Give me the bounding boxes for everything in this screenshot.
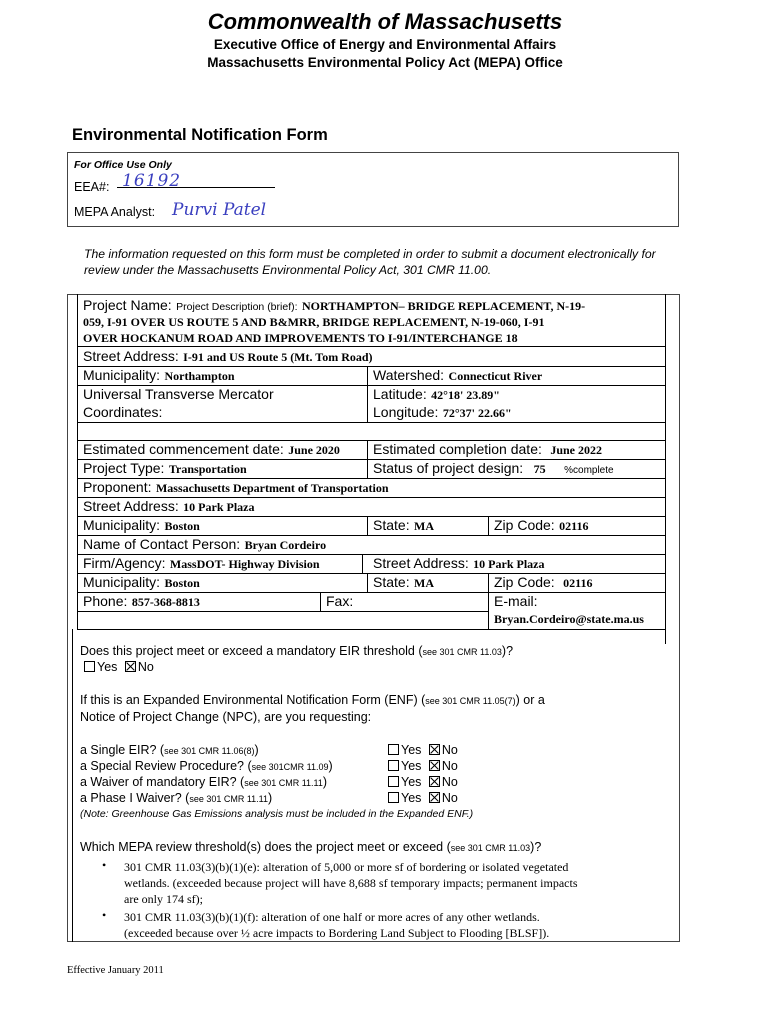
project-municipality-label: Municipality: (83, 367, 161, 383)
rule (367, 366, 368, 422)
contact-label: Name of Contact Person: (83, 536, 241, 552)
request-item-single-eir (80, 743, 259, 757)
q3-end: )? (530, 840, 542, 854)
q2-text: If this is an Expanded Environmental Notification Form (ENF) ( (80, 693, 426, 707)
q1-no-checkbox[interactable] (125, 661, 136, 672)
contact-municipality-row (83, 574, 200, 592)
proponent-municipality-label: Municipality: (83, 517, 161, 533)
single-eir-no-checkbox[interactable] (429, 744, 440, 755)
utm-label-2: Coordinates: (83, 404, 163, 420)
yes-label: Yes (401, 743, 422, 757)
item-end: ) (322, 775, 328, 789)
bullet-icon: • (102, 908, 107, 922)
analyst-label: MEPA Analyst: (74, 205, 156, 219)
proponent-street-value: 10 Park Plaza (183, 500, 255, 514)
firm-label: Firm/Agency: (83, 555, 166, 571)
single-eir-yes-checkbox[interactable] (388, 744, 399, 755)
project-type-row (83, 460, 247, 478)
project-street-row (83, 348, 373, 366)
footer-effective-date: Effective January 2011 (67, 965, 164, 976)
single-eir-answer (388, 743, 458, 757)
item-text: a Special Review Procedure? ( (80, 759, 252, 773)
contact-zip-row (494, 574, 593, 592)
item-end: ) (254, 743, 259, 757)
project-name-label: Project Name: (83, 297, 172, 313)
project-street-label: Street Address: (83, 348, 179, 364)
start-date-label: Estimated commencement date: (83, 441, 284, 457)
threshold-item-1-line3: are only 174 sf); (124, 892, 203, 906)
end-date-value: June 2022 (550, 443, 603, 457)
proponent-municipality-row (83, 517, 200, 535)
end-date-row (373, 441, 602, 459)
no-label: No (441, 759, 458, 773)
item-end: ) (268, 791, 273, 805)
special-review-answer (388, 759, 458, 773)
q1-end: )? (501, 644, 514, 658)
watershed-row (373, 367, 542, 385)
table-left-rule (77, 294, 78, 630)
contact-state-value: MA (414, 576, 435, 590)
phone-label: Phone: (83, 593, 128, 609)
rule (362, 554, 363, 573)
yes-label: Yes (401, 759, 422, 773)
eea-number: 16192 (122, 171, 182, 191)
contact-municipality-label: Municipality: (83, 574, 161, 590)
item-text: a Single EIR? ( (80, 743, 165, 757)
contact-state-label: State: (373, 574, 410, 590)
latitude-value: 42°18' 23.89" (431, 388, 500, 402)
design-status-suffix: %complete (564, 465, 614, 476)
no-label: No (441, 775, 458, 789)
project-municipality-value: Northampton (164, 369, 235, 383)
project-type-value: Transportation (168, 462, 247, 476)
proponent-state-row (373, 517, 434, 535)
bullet-icon: • (102, 858, 107, 872)
item-end: ) (328, 759, 333, 773)
q1-ref: see 301 CMR 11.03 (422, 647, 502, 657)
threshold-item-1 (124, 859, 669, 907)
utm-label-1: Universal Transverse Mercator (83, 386, 274, 402)
enf-question-line2: Notice of Project Change (NPC), are you requesting: (80, 710, 372, 724)
longitude-row (373, 404, 512, 422)
page-title: Commonwealth of Massachusetts (207, 9, 563, 34)
phone-row (83, 593, 200, 611)
item-ref: see 301 CMR 11.06(8) (164, 746, 255, 756)
special-review-yes-checkbox[interactable] (388, 760, 399, 771)
subtitle-eea: Executive Office of Energy and Environmental Affairs (213, 37, 557, 52)
contact-municipality-value: Boston (164, 576, 200, 590)
project-name-line2: 059, I-91 OVER US ROUTE 5 AND B&MRR, BRIDGE REPLACEMENT, N-19-060, I-91 (83, 315, 545, 329)
item-text: a Waiver of mandatory EIR? ( (80, 775, 245, 789)
proponent-zip-label: Zip Code: (494, 517, 555, 533)
waiver-answer (388, 775, 458, 789)
design-status-row (373, 460, 614, 478)
phone-value: 857-368-8813 (131, 595, 200, 609)
project-name-row (83, 297, 663, 315)
eea-label: EEA#: (74, 180, 110, 194)
waiver-yes-checkbox[interactable] (388, 776, 399, 787)
project-type-label: Project Type: (83, 460, 165, 476)
form-title: Environmental Notification Form (72, 126, 328, 144)
contact-zip-value: 02116 (563, 576, 593, 590)
fax-label: Fax: (326, 593, 354, 609)
contact-row (83, 536, 326, 554)
proponent-zip-value: 02116 (559, 519, 589, 533)
q1-no-label: No (137, 660, 154, 674)
analyst-name: Purvi Patel (172, 200, 267, 220)
no-label: No (441, 743, 458, 757)
request-item-phase1-waiver (80, 791, 272, 805)
contact-street-label: Street Address: (373, 555, 469, 571)
rule (77, 346, 665, 347)
design-status-label: Status of project design: (373, 460, 524, 476)
longitude-label: Longitude: (373, 404, 439, 420)
phase1-yes-checkbox[interactable] (388, 792, 399, 803)
q2-end: ) or a (515, 693, 545, 707)
start-date-row (83, 441, 340, 459)
project-desc-label: Project Description (brief): (176, 301, 298, 313)
watershed-value: Connecticut River (448, 369, 543, 383)
q2-ref: see 301 CMR 11.05(7) (425, 696, 516, 706)
item-text: a Phase I Waiver? ( (80, 791, 190, 805)
proponent-label: Proponent: (83, 479, 152, 495)
rule (367, 516, 368, 535)
end-date-label: Estimated completion date: (373, 441, 542, 457)
proponent-state-value: MA (414, 519, 435, 533)
eir-threshold-question (80, 644, 513, 658)
item-ref: see 301 CMR 11.11 (244, 778, 323, 788)
firm-value: MassDOT- Highway Division (169, 557, 320, 571)
q1-text: Does this project meet or exceed a mandatory EIR threshold ( (80, 644, 423, 658)
q1-yes-label: Yes (97, 660, 118, 674)
design-status-value: 75 (533, 462, 546, 476)
firm-row (83, 555, 320, 573)
no-label: No (441, 791, 458, 805)
q3-ref: see 301 CMR 11.03 (450, 843, 531, 853)
request-item-waiver (80, 775, 327, 789)
watershed-label: Watershed: (373, 367, 445, 383)
longitude-value: 72°37' 22.66" (442, 406, 512, 420)
office-use-heading: For Office Use Only (74, 159, 172, 171)
special-review-no-checkbox[interactable] (429, 760, 440, 771)
threshold-item-1-line2: wetlands. (exceeded because project will have 8,688 sf temporary impacts; permanent impacts (124, 876, 578, 890)
item-ref: see 301CMR 11.09 (251, 762, 329, 772)
contact-state-row (373, 574, 434, 592)
contact-value: Bryan Cordeiro (244, 538, 327, 552)
ghg-note: (Note: Greenhouse Gas Emissions analysis must be included in the Expanded ENF.) (80, 808, 474, 820)
contact-zip-label: Zip Code: (494, 574, 555, 590)
start-date-value: June 2020 (288, 443, 340, 457)
rule (320, 592, 321, 611)
email-value: Bryan.Cordeiro@state.ma.us (494, 612, 644, 626)
proponent-zip-row (494, 517, 589, 535)
project-name-line3: OVER HOCKANUM ROAD AND IMPROVEMENTS TO I-91/INTERCHANGE 18 (83, 331, 518, 345)
yes-label: Yes (401, 775, 422, 789)
enf-question (80, 693, 545, 707)
proponent-municipality-value: Boston (164, 519, 200, 533)
item-ref: see 301 CMR 11.11 (189, 794, 269, 804)
q1-answer (84, 660, 154, 674)
intro-text: The information requested on this form must be completed in order to submit a document electronically for review under the Massachusetts Environmental Policy Act, 301 CMR 11.00. (84, 247, 656, 277)
rule (77, 629, 665, 630)
project-street-value: I-91 and US Route 5 (Mt. Tom Road) (183, 350, 373, 364)
rule (367, 573, 368, 592)
proponent-state-label: State: (373, 517, 410, 533)
proponent-street-label: Street Address: (83, 498, 179, 514)
rule (488, 573, 489, 630)
threshold-item-2-line2: (exceeded because over ½ acre impacts to Bordering Land Subject to Flooding [BLSF]). (124, 926, 550, 940)
contact-street-value: 10 Park Plaza (473, 557, 545, 571)
waiver-no-checkbox[interactable] (429, 776, 440, 787)
proponent-value: Massachusetts Department of Transportation (155, 481, 389, 495)
project-municipality-row (83, 367, 235, 385)
latitude-row (373, 386, 500, 404)
email-label: E-mail: (494, 593, 538, 609)
phase1-no-checkbox[interactable] (429, 792, 440, 803)
threshold-item-2-line1: 301 CMR 11.03(3)(b)(1)(f): alteration of one half or more acres of any other wetlands. (124, 910, 540, 924)
rule (77, 422, 665, 423)
rule (72, 629, 73, 942)
contact-street-row (373, 555, 545, 573)
latitude-label: Latitude: (373, 386, 427, 402)
project-name-line1: NORTHAMPTON– BRIDGE REPLACEMENT, N-19- (301, 299, 586, 313)
threshold-item-2 (124, 909, 669, 941)
q1-yes-checkbox[interactable] (84, 661, 95, 672)
q3-text: Which MEPA review threshold(s) does the project meet or exceed ( (80, 840, 451, 854)
yes-label: Yes (401, 791, 422, 805)
threshold-question (80, 840, 541, 854)
subtitle-mepa: Massachusetts Environmental Policy Act (MEPA) Office (207, 55, 563, 70)
request-item-special-review (80, 759, 333, 773)
table-right-rule (665, 294, 666, 644)
proponent-row (83, 479, 389, 497)
rule (488, 516, 489, 535)
threshold-item-1-line1: 301 CMR 11.03(3)(b)(1)(e): alteration of 5,000 or more sf of bordering or isolated vegetated (124, 860, 569, 874)
rule (77, 611, 488, 612)
phase1-waiver-answer (388, 791, 458, 805)
proponent-street-row (83, 498, 255, 516)
